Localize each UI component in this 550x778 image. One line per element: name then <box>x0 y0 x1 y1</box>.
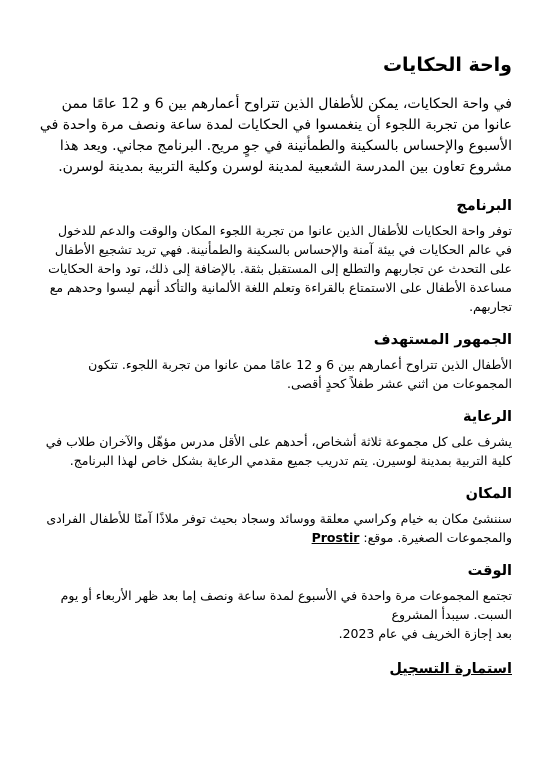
page-title: واحة الحكايات <box>382 54 512 76</box>
program-body: توفر واحة الحكايات للأطفال الذين عانوا من تجربة اللجوء المكان والوقت والدعم للدخول في عالم الحكايات في بيئة آمنة والإحساس بالسكينة والطمأنينة. فهي تريد تشجيع الأطفال على التحدث عن تجاربهم والتطلع إلى المستقبل بثقة. بالإضافة إلى ذلك، تود واحة الحكايات مساعدة الأطفال على الاستمتاع بالقراءة وتعلم اللغة الألمانية والتأكد أنهم ليسوا وحدهم مع تجاربهم. <box>48 223 512 314</box>
place-body-paragraph <box>38 509 512 547</box>
care-heading: الرعاية <box>462 409 512 425</box>
section-care <box>38 407 512 470</box>
care-body: يشرف على كل مجموعة ثلاثة أشخاص، أحدهم على الأقل مدرس مؤهّل والآخران طلاب في كلية التربية بمدينة لوسيرن. يتم تدريب جميع مقدمي الرعاية بشكل خاص لهذا البرنامج. <box>45 434 512 468</box>
place-body: سننشئ مكان به خيام وكراسي معلقة ووسائد وسجاد بحيث توفر ملاذًا آمنًا للأطفال الفرادى والمجموعات الصغيرة. موقع: <box>46 511 512 545</box>
time-heading: الوقت <box>467 563 512 579</box>
program-heading: البرنامج <box>456 198 512 214</box>
prostir-location-link[interactable]: Prostir <box>311 530 360 545</box>
section-program <box>38 196 512 316</box>
place-heading: المكان <box>465 486 512 502</box>
intro-paragraph: في واحة الحكايات، يمكن للأطفال الذين تتراوح أعمارهم بين 6 و 12 عامًا ممن عانوا من تجربة اللجوء أن ينغمسوا في الحكايات لمدة ساعة ونصف مرة واحدة في الأسبوع والإحساس بالسكينة والطمأنينة في جوٍ مريح. البرنامج مجاني. ويعد هذا مشروع تعاون بين المدرسة الشعبية لمدينة لوسرن وكلية التربية بمدينة لوسرن. <box>39 96 512 175</box>
time-body-line-2: بعد إجازة الخريف في عام 2023. <box>338 626 512 641</box>
section-time <box>38 561 512 643</box>
audience-body: الأطفال الذين تتراوح أعمارهم بين 6 و 12 عامًا ممن عانوا من تجربة اللجوء. تتكون المجموعات من اثني عشر طفلاً كحدٍ أقصى. <box>88 357 512 391</box>
time-body <box>38 586 512 643</box>
registration-form-link[interactable]: استمارة التسجيل <box>389 661 512 677</box>
audience-heading: الجمهور المستهدف <box>373 332 512 348</box>
time-body-line-1: تجتمع المجموعات مرة واحدة في الأسبوع لمدة ساعة ونصف إما بعد ظهر الأربعاء أو يوم السبت. سيبدأ المشروع <box>60 588 512 622</box>
section-place <box>38 484 512 547</box>
section-audience <box>38 330 512 393</box>
